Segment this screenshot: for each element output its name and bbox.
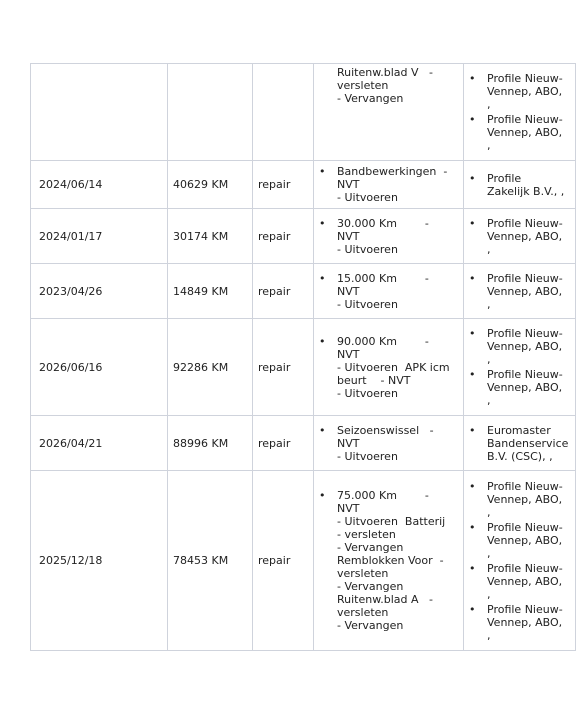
workshop-item <box>464 521 571 560</box>
text-line: , <box>487 587 491 601</box>
table-row <box>31 471 576 651</box>
text-line: - Vervangen <box>337 541 404 554</box>
text-line: - Uitvoeren <box>337 449 398 463</box>
text-line: Vennep, ABO, <box>487 126 563 139</box>
text-line: versleten <box>337 79 389 92</box>
text-line: , <box>487 297 491 311</box>
text-line: - Uitvoeren Batterij <box>337 515 446 528</box>
workshop-item <box>464 562 571 601</box>
bullet-icon: • <box>469 327 476 340</box>
text-line: Profile Nieuw- <box>487 271 563 285</box>
text-line: versleten <box>337 567 389 580</box>
text-line: Bandenservice <box>487 436 569 450</box>
bullet-icon: • <box>469 602 476 616</box>
workshop-item-list <box>464 268 575 315</box>
text-line: Vennep, ABO, <box>487 229 563 243</box>
text-line: 30.000 Km - <box>337 216 429 230</box>
workshop-item-list <box>464 476 575 646</box>
workshop-cell <box>464 416 576 471</box>
mileage-cell: 92286 KM <box>168 319 253 416</box>
text-line: Profile Nieuw- <box>487 72 563 85</box>
text-line: , <box>487 242 491 256</box>
text-line: Profile Nieuw- <box>487 520 563 534</box>
bullet-icon: • <box>319 423 326 437</box>
text-line: , <box>487 505 491 519</box>
text-line: - Uitvoeren <box>337 297 398 311</box>
work-item <box>314 165 459 204</box>
text-line: Vennep, ABO, <box>487 340 563 353</box>
text-line: Profile Nieuw- <box>487 113 563 126</box>
bullet-icon: • <box>469 113 476 126</box>
type-cell: repair <box>253 416 314 471</box>
text-line: Remblokken Voor - <box>337 554 444 567</box>
text-line: Seizoenswissel - <box>337 423 434 437</box>
text-line: NVT <box>337 347 360 361</box>
date-cell: 2026/06/16 <box>31 319 168 416</box>
text-line: 90.000 Km - <box>337 334 429 348</box>
text-line: Profile <box>487 171 522 185</box>
bullet-icon: • <box>469 171 476 185</box>
work-item-list <box>314 268 463 315</box>
workshop-item <box>464 480 571 519</box>
table-row <box>31 64 576 161</box>
text-line: , <box>487 394 491 407</box>
bullet-icon: • <box>469 271 476 285</box>
text-line: - Vervangen <box>337 92 404 105</box>
workshop-item-list <box>464 168 575 202</box>
bullet-icon: • <box>319 271 326 285</box>
work-cell <box>314 209 464 264</box>
bullet-icon: • <box>319 334 326 348</box>
work-item-list <box>314 213 463 260</box>
text-line: - Uitvoeren <box>337 191 398 204</box>
text-line: Vennep, ABO, <box>487 533 563 547</box>
text-line: Zakelijk B.V., , <box>487 184 565 198</box>
text-line: , <box>487 353 491 366</box>
text-line: , <box>487 628 491 642</box>
work-description <box>314 64 463 105</box>
bullet-icon: • <box>319 489 326 502</box>
workshop-item <box>464 424 571 463</box>
workshop-cell <box>464 209 576 264</box>
work-item <box>314 424 459 463</box>
text-line: - Uitvoeren <box>337 242 398 256</box>
text-line: Vennep, ABO, <box>487 85 563 98</box>
date-cell <box>31 64 168 161</box>
work-item-list <box>314 485 463 636</box>
table-row <box>31 264 576 319</box>
bullet-icon: • <box>469 72 476 85</box>
text-line: Profile Nieuw- <box>487 561 563 575</box>
table-row <box>31 416 576 471</box>
workshop-item <box>464 603 571 642</box>
maintenance-history-body <box>31 64 576 651</box>
text-line: - Vervangen <box>337 580 404 593</box>
text-line: Vennep, ABO, <box>487 492 563 506</box>
text-line: NVT <box>337 178 360 191</box>
workshop-item <box>464 172 571 198</box>
bullet-icon: • <box>319 216 326 230</box>
type-cell: repair <box>253 161 314 209</box>
text-line: 15.000 Km - <box>337 271 429 285</box>
bullet-icon: • <box>319 165 326 178</box>
bullet-icon: • <box>469 479 476 493</box>
text-line: 75.000 Km - <box>337 489 429 502</box>
table-row <box>31 161 576 209</box>
workshop-item-list <box>464 420 575 467</box>
work-cell <box>314 471 464 651</box>
text-line: Vennep, ABO, <box>487 615 563 629</box>
text-line: - versleten <box>337 528 396 541</box>
mileage-cell: 78453 KM <box>168 471 253 651</box>
bullet-icon: • <box>469 520 476 534</box>
text-line: - Uitvoeren <box>337 386 398 400</box>
date-cell: 2023/04/26 <box>31 264 168 319</box>
type-cell <box>253 64 314 161</box>
text-line: - Uitvoeren APK icm <box>337 360 450 374</box>
text-line: Profile Nieuw- <box>487 216 563 230</box>
text-line: NVT <box>337 436 360 450</box>
workshop-item-list <box>464 323 575 411</box>
mileage-cell: 40629 KM <box>168 161 253 209</box>
text-line: , <box>487 98 491 111</box>
type-cell: repair <box>253 471 314 651</box>
work-item <box>314 489 459 632</box>
work-item <box>314 335 459 400</box>
type-cell: repair <box>253 319 314 416</box>
text-line: , <box>487 546 491 560</box>
bullet-icon: • <box>469 423 476 437</box>
work-item-list <box>314 331 463 404</box>
work-cell <box>314 416 464 471</box>
text-line: Ruitenw.blad A - <box>337 593 433 606</box>
text-line: B.V. (CSC), , <box>487 449 553 463</box>
work-item-list <box>314 420 463 467</box>
mileage-cell: 14849 KM <box>168 264 253 319</box>
text-line: NVT <box>337 229 360 243</box>
work-cell <box>314 319 464 416</box>
text-line: - Vervangen <box>337 619 404 632</box>
bullet-icon: • <box>469 368 476 381</box>
work-item <box>314 272 459 311</box>
type-cell: repair <box>253 209 314 264</box>
text-line: Vennep, ABO, <box>487 574 563 588</box>
work-cell <box>314 264 464 319</box>
workshop-cell <box>464 64 576 161</box>
workshop-item <box>464 217 571 256</box>
bullet-icon: • <box>469 216 476 230</box>
text-line: beurt - NVT <box>337 373 411 387</box>
type-cell: repair <box>253 264 314 319</box>
workshop-item-list <box>464 68 575 156</box>
text-line: Ruitenw.blad V - <box>337 66 433 79</box>
workshop-item <box>464 72 571 111</box>
workshop-item <box>464 368 571 407</box>
text-line: Bandbewerkingen - <box>337 165 448 178</box>
date-cell: 2024/01/17 <box>31 209 168 264</box>
text-line: Profile Nieuw- <box>487 479 563 493</box>
workshop-item <box>464 327 571 366</box>
text-line: NVT <box>337 502 360 515</box>
work-cell <box>314 161 464 209</box>
text-line: Profile Nieuw- <box>487 368 563 381</box>
text-line: versleten <box>337 606 389 619</box>
bullet-icon: • <box>469 561 476 575</box>
mileage-cell <box>168 64 253 161</box>
maintenance-history-table <box>30 63 576 651</box>
workshop-cell <box>464 161 576 209</box>
text-line: Profile Nieuw- <box>487 327 563 340</box>
mileage-cell: 30174 KM <box>168 209 253 264</box>
date-cell: 2026/04/21 <box>31 416 168 471</box>
text-line: Vennep, ABO, <box>487 284 563 298</box>
table-row <box>31 319 576 416</box>
workshop-cell <box>464 319 576 416</box>
text-line: , <box>487 139 491 152</box>
workshop-item-list <box>464 213 575 260</box>
work-item <box>314 217 459 256</box>
text-line: Vennep, ABO, <box>487 381 563 394</box>
work-cell <box>314 64 464 161</box>
work-item-list <box>314 161 463 208</box>
table-row <box>31 209 576 264</box>
workshop-item <box>464 113 571 152</box>
date-cell: 2025/12/18 <box>31 471 168 651</box>
text-line: NVT <box>337 284 360 298</box>
text-line: Profile Nieuw- <box>487 602 563 616</box>
workshop-cell <box>464 471 576 651</box>
text-line: Euromaster <box>487 423 551 437</box>
workshop-item <box>464 272 571 311</box>
date-cell: 2024/06/14 <box>31 161 168 209</box>
workshop-cell <box>464 264 576 319</box>
mileage-cell: 88996 KM <box>168 416 253 471</box>
